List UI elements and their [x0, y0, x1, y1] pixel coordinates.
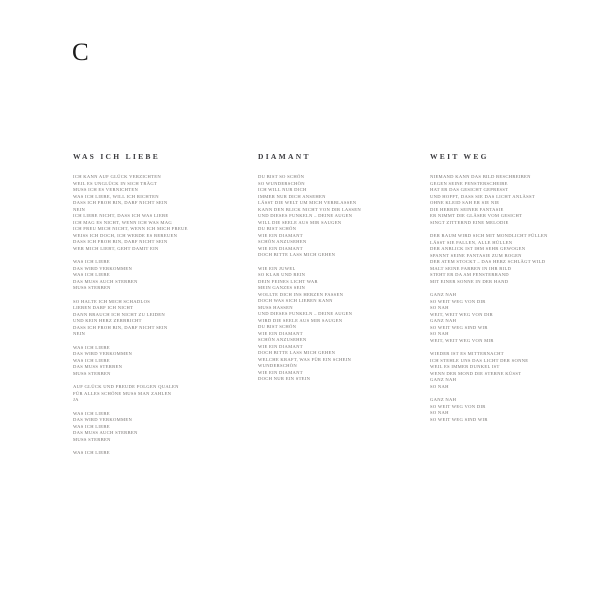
- song-title: WAS ICH LIEBE: [73, 152, 161, 161]
- lyric-line: AUF GLÜCK UND FREUDE FOLGEN QUALEN: [73, 384, 179, 389]
- lyric-line: DOCH NUR EIN STEIN: [258, 376, 311, 381]
- lyric-line: DAS WIRD VERKOMMEN: [73, 351, 133, 356]
- stanza: [430, 233, 600, 285]
- lyric-line: ICH MAG ES NICHT, WENN ICH WAS MAG: [73, 219, 173, 225]
- lyric-line: NIEMAND KANN DAS BILD BESCHREIBEN: [430, 174, 531, 179]
- lyric-line: LÄSST SIE FALLEN, ALLE HÜLLEN: [430, 239, 513, 245]
- stanza: [430, 351, 600, 390]
- lyric-line: UND KEIN HERZ ZERBRICHT: [73, 318, 142, 323]
- lyric-line: WIEDER IST ES MITTERNACHT: [430, 351, 504, 356]
- lyric-line: WOLLTE DICH INS HERZEN FASSEN: [258, 291, 344, 297]
- lyric-line: GANZ NAH: [430, 318, 457, 323]
- lyric-line: DAS WIRD VERKOMMEN: [73, 417, 133, 422]
- lyric-line: DOCH BITTE LASS MICH GEHEN: [258, 350, 336, 355]
- lyric-line: FÜR ALLES SCHÖNE MUSS MAN ZAHLEN: [73, 390, 172, 396]
- lyric-line: MUSS STERBEN: [73, 285, 111, 290]
- lyric-line: WIE EIN DIAMANT: [258, 232, 303, 238]
- lyric-line: SO NAH: [430, 331, 449, 336]
- lyric-line: MEIN GANZES SEIN: [258, 285, 306, 290]
- lyric-line: WUNDERSCHÖN: [258, 363, 298, 368]
- section-letter: C: [72, 39, 90, 66]
- lyric-line: ICH KANN AUF GLÜCK VERZICHTEN: [73, 174, 161, 179]
- lyric-line: DANN BRAUCH ICH NICHT ZU LEIDEN: [73, 311, 166, 317]
- lyric-line: NEIN: [73, 206, 86, 212]
- lyric-line: SINGT ZITTERND EINE MELODIE: [430, 219, 509, 225]
- lyric-line: SO WEIT WEG VON DIR: [430, 298, 486, 304]
- lyric-line: DAS MUSS STERBEN: [73, 364, 123, 369]
- lyric-line: DU BIST SCHÖN: [258, 226, 297, 231]
- lyric-line: MIT EINER SONNE IN DER HAND: [430, 278, 509, 284]
- stanza: [73, 450, 251, 457]
- lyric-line: UND DIESES FUNKELN – DEINE AUGEN: [258, 311, 353, 316]
- lyric-line: SCHÖN ANZUSEHEN: [258, 337, 307, 342]
- lyric-line: WER MICH LIEBT, GEHT DAMIT EIN: [73, 245, 159, 251]
- lyric-line: SO WEIT WEG VON DIR: [430, 403, 486, 409]
- stanza: [430, 397, 600, 423]
- lyric-line: LIEBEN DARF ICH NICHT: [73, 305, 134, 310]
- lyric-line: WIRD DIE SEELE AUS MIR SAUGEN: [258, 317, 343, 323]
- lyric-line: WAS ICH LIEBE: [73, 450, 110, 455]
- lyric-line: WAS ICH LIEBE: [73, 410, 110, 416]
- lyric-line: DAS MUSS AUCH STERBEN: [73, 278, 138, 284]
- lyric-line: WEIT, WEIT WEG VON MIR: [430, 337, 494, 343]
- stanza: [73, 345, 251, 378]
- lyric-line: DER ATEM STOCKT – DAS HERZ SCHLÄGT WILD: [430, 259, 546, 264]
- lyric-line: DER RAUM WIRD SICH MIT MONDLICHT FÜLLEN: [430, 233, 548, 238]
- lyric-line: WENN DER MOND DIE STERNE KÜSST: [430, 370, 522, 376]
- lyric-line: DEIN FEINES LICHT WAR: [258, 278, 318, 284]
- lyric-line: SO WEIT WEG SIND WIR: [430, 324, 488, 330]
- stanza: [73, 299, 251, 338]
- stanza: [73, 384, 251, 404]
- lyric-line: DU BIST SO SCHÖN: [258, 174, 305, 179]
- lyric-line: DOCH BITTE LASS MICH GEHEN: [258, 252, 336, 257]
- lyric-line: MUSS ICH ES VERNICHTEN: [73, 187, 139, 192]
- lyric-line: GANZ NAH: [430, 397, 457, 402]
- lyric-line: GANZ NAH: [430, 292, 457, 297]
- lyric-line: WAS ICH LIEBE: [73, 272, 110, 277]
- lyric-line: DASS ICH FROH BIN, DARF NICHT SEIN: [73, 200, 168, 205]
- song-column-2: [258, 152, 436, 383]
- stanza: [430, 292, 600, 344]
- lyric-line: ICH FREU MICH NICHT, WENN ICH MICH FREUE: [73, 226, 188, 231]
- lyric-line: LÄSST DIE WELT UM MICH VERBLASSEN: [258, 200, 357, 205]
- lyric-line: WIE EIN JUWEL: [258, 265, 296, 271]
- song-title: DIAMANT: [258, 152, 311, 161]
- lyric-line: JA: [73, 397, 79, 402]
- lyric-line: DIE HERRIN SEINER FANTASIE: [430, 206, 504, 212]
- lyric-line: UND HOFFT, DASS SIE DAS LICHT ANLÄSST: [430, 193, 535, 199]
- lyric-line: WEIL ES IMMER DUNKEL IST: [430, 364, 500, 369]
- lyric-line: WAS ICH LIEBE: [73, 259, 110, 264]
- lyric-line: WEIL ES UNGLÜCK IN SICH TRÄGT: [73, 180, 158, 186]
- lyric-line: ER NIMMT DIE GLÄSER VOM GESICHT: [430, 213, 523, 218]
- lyric-line: IMMER NUR DICH ANSEHEN: [258, 193, 326, 199]
- lyric-line: SO NAH: [430, 410, 449, 415]
- lyric-line: SO NAH: [430, 305, 449, 310]
- lyric-line: UND DIESES FUNKELN – DEINE AUGEN: [258, 213, 353, 218]
- lyric-line: DOCH WAS SICH LIEBEN KANN: [258, 298, 333, 303]
- stanza: [73, 411, 251, 444]
- lyric-line: WIE EIN DIAMANT: [258, 330, 303, 336]
- stanza: [73, 174, 251, 252]
- lyric-line: DER ANBLICK IST IHM SEHR GEWOGEN: [430, 246, 526, 251]
- lyric-line: MUSS STERBEN: [73, 436, 111, 442]
- lyric-line: NEIN: [73, 331, 86, 336]
- lyric-line: ICH LIEBE NICHT, DASS ICH WAS LIEBE: [73, 213, 169, 218]
- lyric-line: DASS ICH FROH BIN, DARF NICHT SEIN: [73, 324, 168, 330]
- song-title: WEIT WEG: [430, 152, 489, 161]
- lyric-line: SO NAH: [430, 383, 449, 389]
- lyric-line: MUSS HASSEN: [258, 304, 293, 310]
- lyric-line: SPANNT SEINE FANTASIE ZUM BOGEN: [430, 252, 522, 258]
- song-column-1: [73, 152, 251, 457]
- lyric-line: SO WUNDERSCHÖN: [258, 180, 305, 186]
- lyric-line: KANN DEN BLICK NICHT VON DIR LASSEN: [258, 206, 361, 212]
- lyric-line: MUSS STERBEN: [73, 370, 111, 376]
- stanza: [258, 266, 436, 383]
- stanza: [73, 259, 251, 292]
- lyric-line: STEHT ER DA AM FENSTERRAND: [430, 272, 509, 277]
- lyric-line: WEIT, WEIT WEG VON DIR: [430, 311, 493, 317]
- lyric-line: MALT SEINE FARBEN IN IHR BILD: [430, 265, 512, 271]
- stanza: [258, 174, 436, 259]
- lyric-line: WILL DIE SEELE AUS MIR SAUGEN: [258, 219, 342, 225]
- lyric-line: WIE EIN DIAMANT: [258, 343, 303, 349]
- lyric-line: WEISS ICH DOCH, ICH WERDE ES BEREUEN: [73, 232, 178, 238]
- lyric-line: GEGEN SEINE FENSTERSCHEIBE: [430, 180, 508, 186]
- lyric-line: OHNE KLEID SAH ER SIE NIE: [430, 200, 500, 205]
- lyric-line: WAS ICH LIEBE: [73, 344, 110, 350]
- lyric-line: WIE EIN DIAMANT: [258, 245, 303, 251]
- lyric-line: SCHÖN ANZUSEHEN: [258, 239, 307, 244]
- lyric-line: ICH STEHLE UNS DAS LICHT DER SONNE: [430, 357, 529, 363]
- lyric-line: SO WEIT WEG SIND WIR: [430, 416, 488, 422]
- lyric-line: WAS ICH LIEBE, WILL ICH RICHTEN: [73, 193, 159, 199]
- lyric-line: WELCHE KRAFT, WAS FÜR EIN SCHEIN: [258, 356, 352, 362]
- lyric-line: DAS WIRD VERKOMMEN: [73, 265, 133, 271]
- lyric-line: DASS ICH FROH BIN, DARF NICHT SEIN: [73, 239, 168, 244]
- stanza: [430, 174, 600, 226]
- lyric-line: DU BIST SCHÖN: [258, 324, 297, 329]
- lyric-line: WAS ICH LIEBE: [73, 423, 110, 429]
- lyric-line: WIE EIN DIAMANT: [258, 369, 303, 375]
- lyric-line: WAS ICH LIEBE: [73, 357, 110, 363]
- lyric-line: GANZ NAH: [430, 377, 457, 382]
- song-column-3: [430, 152, 600, 423]
- lyric-line: HAT ER DAS GESICHT GEPRESST: [430, 187, 509, 192]
- lyric-line: SO HALTE ICH MICH SCHADLOS: [73, 298, 151, 304]
- lyric-line: ICH WILL NUR DICH: [258, 187, 307, 192]
- lyric-line: SO KLAR UND REIN: [258, 272, 306, 277]
- lyric-line: DAS MUSS AUCH STERBEN: [73, 430, 138, 435]
